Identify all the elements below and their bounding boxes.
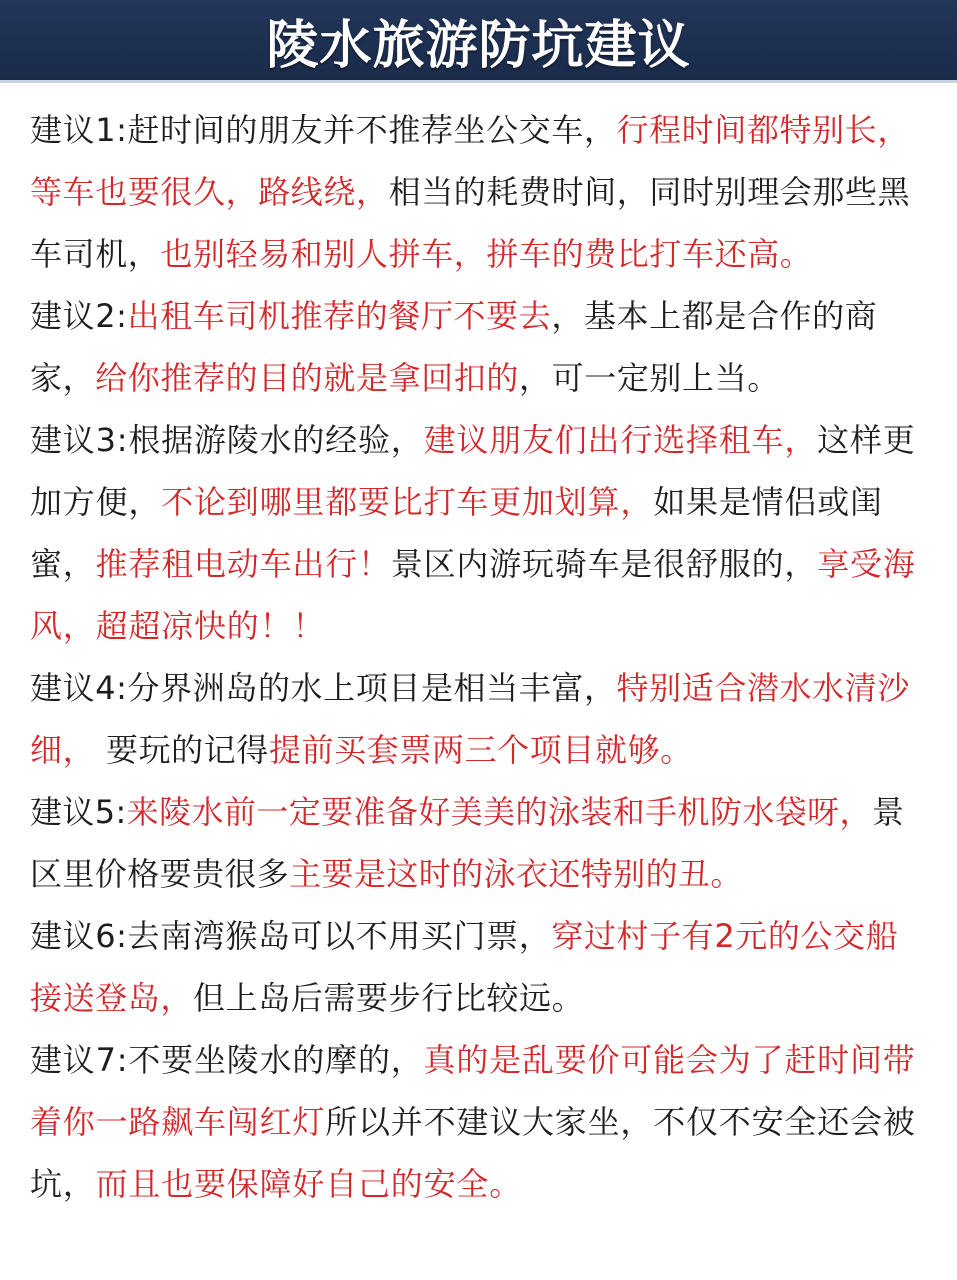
tip-2 [30, 285, 930, 409]
tip-text: 建议5: [30, 793, 127, 831]
tip-highlight: 不论到哪里都要比打车更加划算， [161, 483, 654, 521]
tip-text: 建议3:根据游陵水的经验， [30, 421, 424, 459]
tip-highlight: 行程时间都特别长，等车也要很久，路线绕， [30, 111, 910, 211]
tip-text: 如果是情侣或闺蜜， [30, 483, 883, 583]
tip-7 [30, 1029, 930, 1215]
tip-text: 建议2: [30, 297, 128, 335]
tips-list [30, 99, 930, 1215]
tip-highlight: 真的是乱要价可能会为了赶时间带着你一路飙车闯红灯 [30, 1041, 916, 1141]
tip-highlight: 建议朋友们出行选择租车， [423, 421, 818, 459]
tip-highlight: 给你推荐的目的就是拿回扣的 [95, 359, 520, 397]
page-header [0, 0, 957, 80]
tip-highlight: 享受海风，超超凉快的！！ [30, 545, 916, 645]
tip-text: 建议6:去南湾猴岛可以不用买门票， [30, 917, 552, 955]
tip-highlight: 而且也要保障好自己的安全。 [95, 1165, 523, 1203]
tip-highlight: 推荐租电动车出行！ [95, 545, 391, 583]
tip-text: 建议1:赶时间的朋友并不推荐坐公交车， [30, 111, 617, 149]
tip-text: 相当的耗费时间，同时别理会那些黑车司机， [30, 173, 911, 273]
tip-5 [30, 781, 930, 905]
tip-4 [30, 657, 930, 781]
tip-highlight: 穿过村子有2元的公交船接送登岛， [30, 917, 899, 1017]
tip-text: 建议7:不要坐陵水的摩的， [30, 1041, 424, 1079]
tip-highlight: 特别适合潜水水清沙细， [30, 669, 910, 769]
tip-text: ，基本上都是合作的商家， [30, 297, 878, 397]
tip-text: ，可一定别上当。 [519, 359, 780, 397]
tip-highlight: 主要是这时的泳衣还特别的丑。 [289, 855, 743, 893]
tip-text: 景区内游玩骑车是很舒服的， [390, 545, 818, 583]
tip-text: 要玩的记得 [95, 731, 269, 769]
tip-highlight: 提前买套票两三个项目就够。 [268, 731, 693, 769]
tip-text: 所以并不建议大家坐，不仅不安全还会被坑， [30, 1103, 916, 1203]
tip-highlight: 来陵水前一定要准备好美美的泳装和手机防水袋呀， [126, 793, 872, 831]
tip-text: 这样更加方便， [30, 421, 916, 521]
header-divider [0, 80, 957, 83]
tip-text: 景区里价格要贵很多 [30, 793, 905, 893]
tip-highlight: 出租车司机推荐的餐厅不要去 [127, 297, 552, 335]
page-title: 陵水旅游防坑建议 [266, 15, 691, 76]
tip-text: 建议4:分界洲岛的水上项目是相当丰富， [30, 669, 617, 707]
tip-6 [30, 905, 930, 1029]
tip-3 [30, 409, 930, 657]
tip-highlight: 也别轻易和别人拼车，拼车的费比打车还高。 [160, 235, 813, 273]
tip-1 [30, 99, 930, 285]
tip-text: 但上岛后需要步行比较远。 [193, 979, 585, 1017]
